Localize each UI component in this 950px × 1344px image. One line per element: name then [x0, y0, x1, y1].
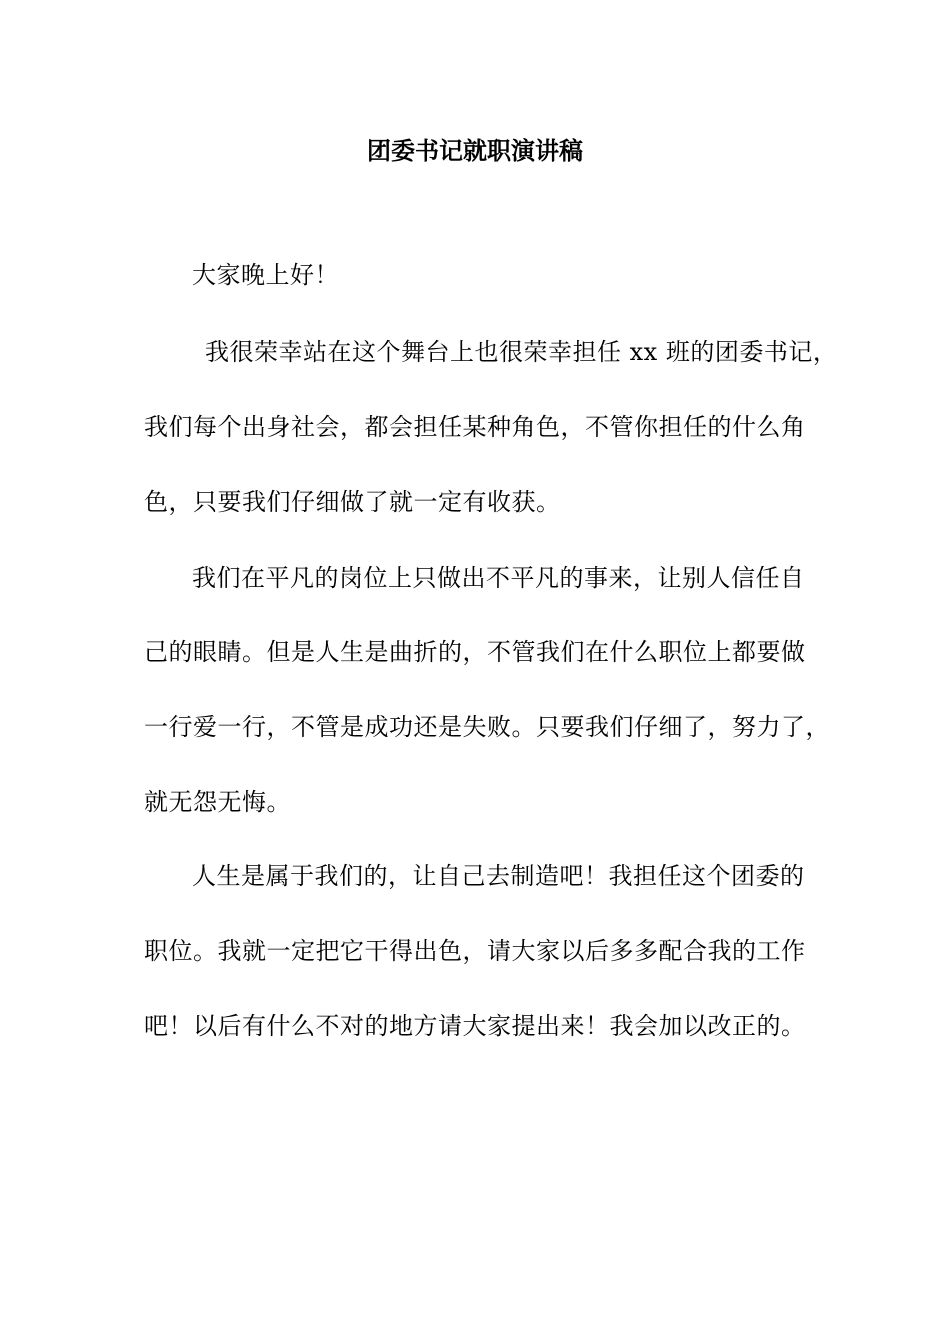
paragraph-1-line-3: 色，只要我们仔细做了就一定有收获。: [144, 488, 561, 516]
paragraph-1-line-2: 我们每个出身社会，都会担任某种角色，不管你担任的什么角: [144, 413, 806, 441]
paragraph-3-line-1: 人生是属于我们的，让自己去制造吧！我担任这个团委的: [192, 862, 805, 890]
paragraph-2-line-1: 我们在平凡的岗位上只做出不平凡的事来，让别人信任自: [192, 564, 805, 592]
paragraph-3-line-2: 职位。我就一定把它干得出色，请大家以后多多配合我的工作: [144, 937, 806, 965]
document-title: 团委书记就职演讲稿: [367, 136, 583, 165]
paragraph-2-line-4: 就无怨无悔。: [144, 788, 291, 816]
paragraph-2-line-2: 己的眼睛。但是人生是曲折的，不管我们在什么职位上都要做: [144, 638, 806, 666]
greeting-line: 大家晚上好！: [192, 261, 339, 289]
paragraph-2-line-3: 一行爱一行，不管是成功还是失败。只要我们仔细了，努力了，: [144, 713, 830, 741]
paragraph-1-line-1: 我很荣幸站在这个舞台上也很荣幸担任 xx 班的团委书记，: [205, 338, 838, 366]
paragraph-3-line-3: 吧！以后有什么不对的地方请大家提出来！我会加以改正的。: [144, 1012, 806, 1040]
